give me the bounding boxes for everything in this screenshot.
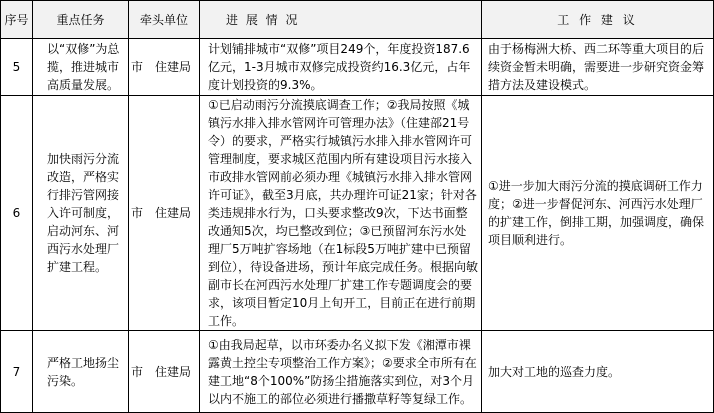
table-row (1, 96, 714, 331)
row-task: 严格工地扬尘污染。 (33, 331, 129, 413)
row-task: 加快雨污分流改造，严格实行排污管网接入许可制度，启动河东、河西污水处理厂扩建工程。 (33, 96, 129, 331)
row-advice: ①进一步加大雨污分流的摸底调研工作力度；②进一步督促河东、河西污水处理厂的扩建工作，倒排工期，加强调度，确保项目顺利进行。 (482, 96, 714, 331)
header-unit: 牵头单位 (129, 1, 200, 39)
row-unit: 市 住建局 (129, 39, 200, 96)
header-progress: 进 展 情 况 (200, 1, 482, 39)
header-task: 重点任务 (33, 1, 129, 39)
row-no: 5 (1, 39, 33, 96)
table-row (1, 39, 714, 96)
header-advice: 工 作 建 议 (482, 1, 714, 39)
header-no: 序号 (1, 1, 33, 39)
row-progress: ①由我局起草，以市环委办名义拟下发《湘潭市裸露黄土控尘专项整治工作方案》；②要求全市所有在建工地“8个100%”防扬尘措施落实到位，对3个月以内不施工的部位必须进行播撒草籽等复绿工作。 (200, 331, 482, 413)
row-unit: 市 住建局 (129, 96, 200, 331)
table-row (1, 331, 714, 413)
row-progress: 计划铺排城市“双修”项目249个，年度投资187.6亿元，1-3月城市双修完成投资约16.3亿元，占年度计划投资的9.3%。 (200, 39, 482, 96)
row-unit: 市 住建局 (129, 331, 200, 413)
row-progress: ①已启动雨污分流摸底调查工作；②我局按照《城镇污水排入排水管网许可管理办法》（住建部21号令）的要求，严格实行城镇污水排入排水管网许可管理制度，要求城区范围内所有建设项目污水接入市政排水管网前必须办理《城镇污水排入排水管网许可证》，截至3月底，共办理许可证21家；针对各类违规排水行为，口头要求整改9次，下达书面整改通知5次，均已整改到位；③已预留河东污水处理厂5万吨扩容场地（在1标段5万吨扩建中已预留到位），待设备进场，预计年底完成任务。根据向敏副市长在河西污水处理厂扩建工作专题调度会的要求，该项目暂定10月上旬开工，目前正在进行前期工作。 (200, 96, 482, 331)
row-advice: 加大对工地的巡查力度。 (482, 331, 714, 413)
row-no: 6 (1, 96, 33, 331)
row-task: 以“双修”为总揽，推进城市高质量发展。 (33, 39, 129, 96)
table-header-row (1, 1, 714, 39)
row-advice: 由于杨梅洲大桥、西二环等重大项目的后续资金暂未明确，需要进一步研究资金筹措方法及建设模式。 (482, 39, 714, 96)
row-no: 7 (1, 331, 33, 413)
